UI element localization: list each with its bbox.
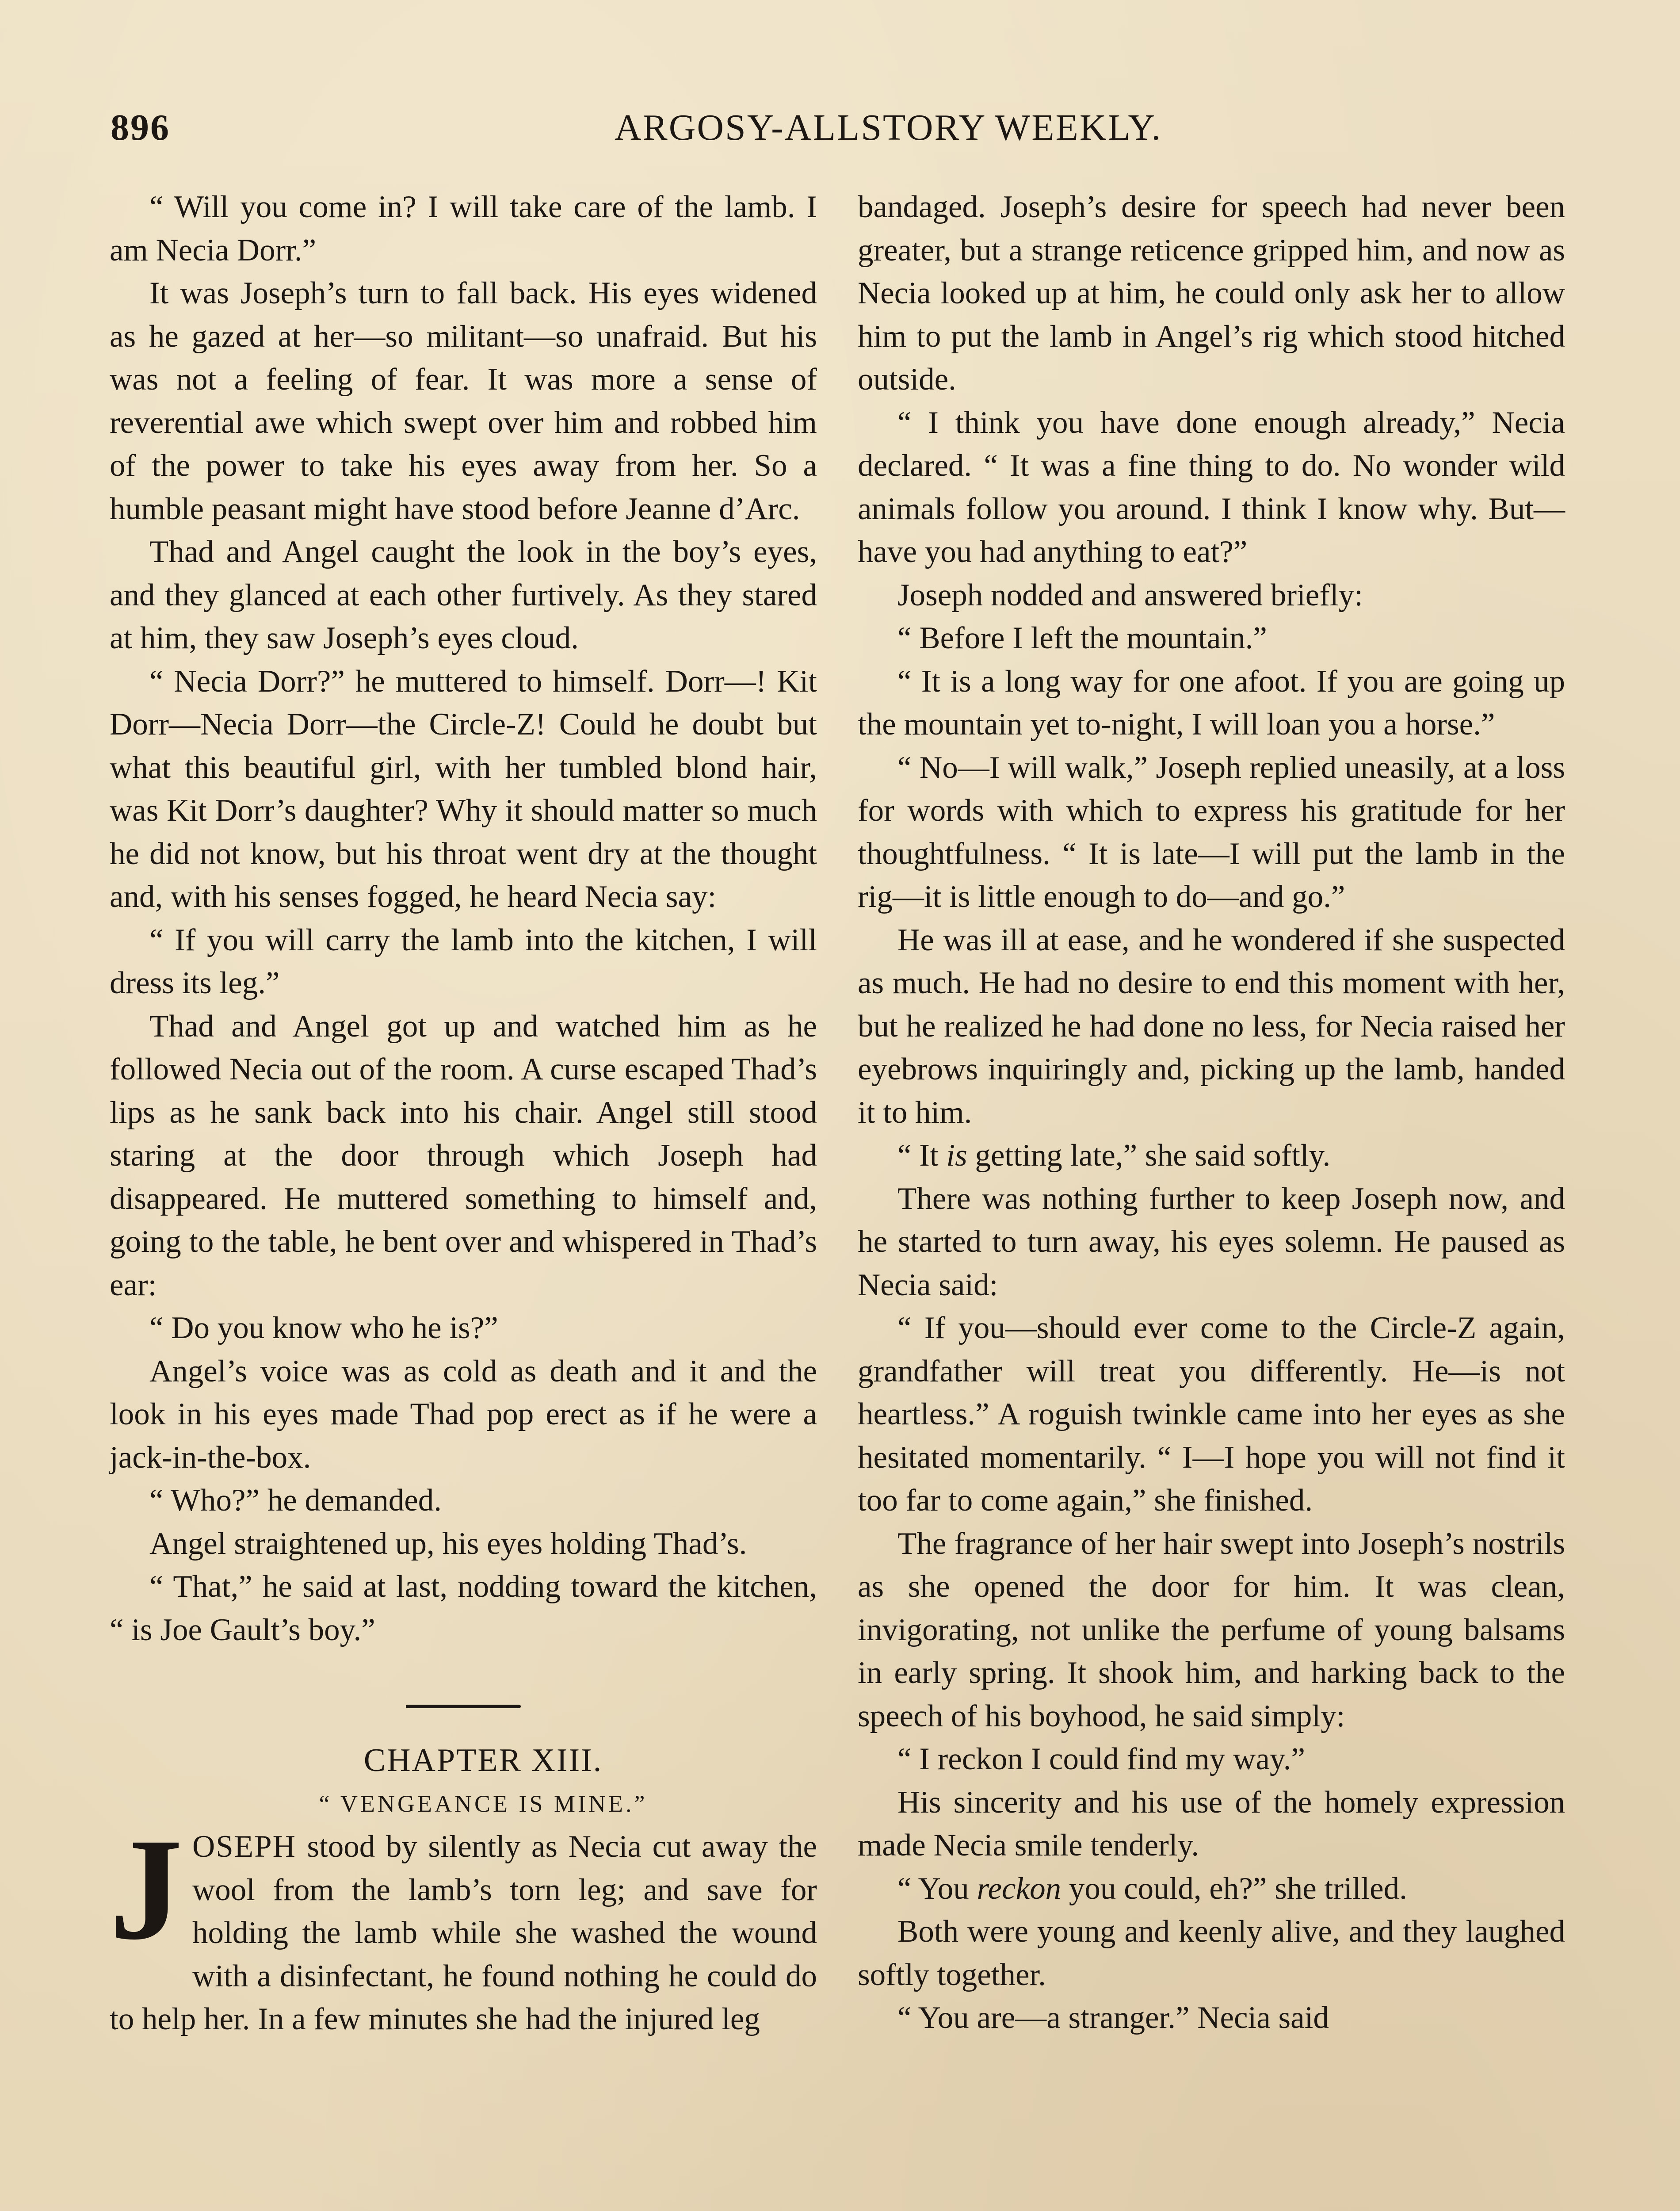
running-head: ARGOSY-ALLSTORY WEEKLY. (615, 107, 1162, 148)
drop-cap: J (110, 1809, 183, 1970)
italic-text: is (946, 1138, 967, 1173)
chapter-divider (406, 1705, 521, 1708)
paragraph-text: “ It (897, 1138, 947, 1173)
paragraph: Joseph nodded and answered briefly: (897, 578, 1363, 612)
chapter-title: CHAPTER XIII. (363, 1742, 603, 1779)
paragraph: “ Do you know who he is?” (149, 1311, 498, 1345)
chapter-opening-paragraph (110, 1809, 817, 2041)
paragraph: Angel’s voice was as cold as death and it and the look in his eyes made Thad pop erect as if he were a jack-in-the-box. (110, 1354, 817, 1475)
right-column (858, 186, 1565, 2040)
paragraph: “ I reckon I could find my way.” (897, 1742, 1305, 1776)
paragraph-text: stood by silently as Necia cut away the wool from the lamb’s torn leg; and save for holding the lamb while she washed the wound with a disinfectant, he found nothing he could do to help her. In a few minutes she had the injured leg (110, 1829, 817, 2036)
paragraph: “ No—I will walk,” Joseph replied uneasily, at a loss for words with which to express his gratitude for her thoughtfulness. “ It is late—I will put the lamb in the rig—it is little enough to do—and go.” (858, 750, 1565, 914)
paragraph: “ It is a long way for one afoot. If you are going up the mountain yet to-night, I will loan you a horse.” (858, 664, 1565, 742)
paragraph (858, 1867, 1565, 1911)
page-number: 896 (111, 107, 170, 148)
paragraph: His sincerity and his use of the homely expression made Necia smile tenderly. (858, 1785, 1565, 1863)
paragraph: “ Who?” he demanded. (149, 1483, 442, 1518)
paragraph: bandaged. Joseph’s desire for speech had never been greater, but a strange reticence gripped him, and now as Necia looked up at him, he could only ask her to allow him to put the lamb in Angel’s rig which stood hitched outside. (858, 190, 1565, 397)
paragraph: Angel straightened up, his eyes holding Thad’s. (149, 1526, 747, 1561)
paragraph: The fragrance of her hair swept into Joseph’s nostrils as she opened the door for him. It was clean, invigorating, not unlike the perfume of young balsams in early spring. It shook him, and harking back to the speech of his boyhood, he said simply: (858, 1526, 1565, 1733)
paragraph-text: you could, eh?” she trilled. (1061, 1871, 1407, 1906)
paragraph: “ You are—a stranger.” Necia said (897, 2001, 1329, 2035)
paragraph: “ Will you come in? I will take care of the lamb. I am Necia Dorr.” (110, 190, 817, 268)
paragraph: Both were young and keenly alive, and they laughed softly together. (858, 1914, 1565, 1992)
paragraph: “ Before I left the mountain.” (897, 621, 1267, 655)
paragraph: It was Joseph’s turn to fall back. His eyes widened as he gazed at her—so militant—so unafraid. But his was not a feeling of fear. It was more a sense of reverential awe which swept over him and robbed him of the power to take his eyes away from her. So a humble peasant might have stood before Jeanne d’Arc. (110, 276, 817, 526)
page-header (111, 97, 1569, 159)
paragraph: He was ill at ease, and he wondered if she suspected as much. He had no desire to end this moment with her, but he realized he had done no less, for Necia raised her eyebrows inquiringly and, picking up the lamb, handed it to him. (858, 922, 1565, 1130)
paragraph-text: “ You (897, 1871, 977, 1906)
paragraph: “ If you will carry the lamb into the kitchen, I will dress its leg.” (110, 922, 817, 1000)
paragraph: “ That,” he said at last, nodding toward the kitchen, “ is Joe Gault’s boy.” (110, 1569, 817, 1647)
paragraph: “ Necia Dorr?” he muttered to himself. Dorr—! Kit Dorr—Necia Dorr—the Circle-Z! Could he doubt but what this beautiful girl, with her tumbled blond hair, was Kit Dorr’s daughter? Why it should matter so much he did not know, but his throat went dry at the thought and, with his senses fogged, he heard Necia say: (110, 664, 817, 914)
paragraph: There was nothing further to keep Joseph now, and he started to turn away, his eyes solemn. He paused as Necia said: (858, 1181, 1565, 1302)
paragraph: “ I think you have done enough already,” Necia declared. “ It was a fine thing to do. No wonder wild animals follow you around. I think I know why. But—have you had anything to eat?” (858, 405, 1565, 569)
drop-cap-word-rest: OSEPH (192, 1829, 296, 1864)
paragraph: “ If you—should ever come to the Circle-Z again, grandfather will treat you differently. He—is not heartless.” A roguish twinkle came into her eyes as she hesitated momentarily. “ I—I hope you will not find it too far to come again,” she finished. (858, 1311, 1565, 1518)
italic-text: reckon (977, 1871, 1061, 1906)
left-column (110, 186, 817, 2041)
paragraph (858, 1134, 1565, 1178)
chapter-subtitle: “ VENGEANCE IS MINE.” (319, 1790, 648, 1817)
paragraph-text: getting late,” she said softly. (967, 1138, 1331, 1173)
paragraph: Thad and Angel got up and watched him as he followed Necia out of the room. A curse escaped Thad’s lips as he sank back into his chair. Angel still stood staring at the door through which Joseph had disappeared. He muttered something to himself and, going to the table, he bent over and whispered in Thad’s ear: (110, 1009, 817, 1302)
paragraph: Thad and Angel caught the look in the boy’s eyes, and they glanced at each other furtively. As they stared at him, they saw Joseph’s eyes cloud. (110, 535, 817, 655)
